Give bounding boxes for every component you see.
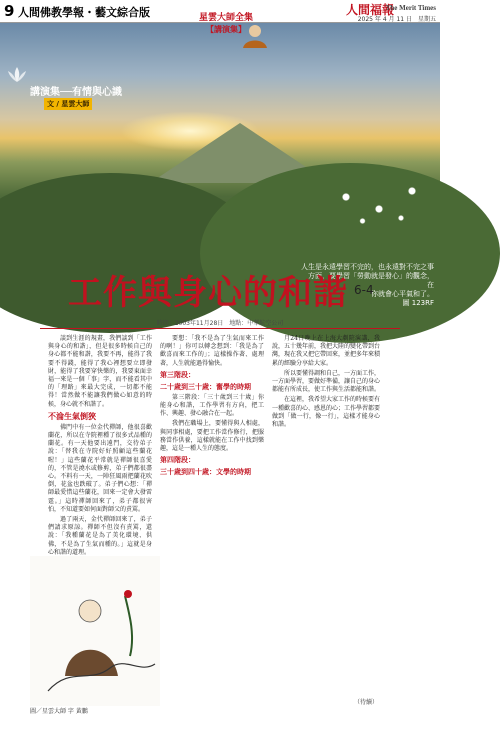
stage-four-heading: 第四階段： [160, 456, 195, 465]
dateline: 2025 年 4 月 11 日 星期五 [357, 16, 436, 23]
flowers-decoration [324, 173, 434, 233]
part-number: 6-4 [354, 283, 374, 297]
author-badge: 文 / 星雲大師 [44, 98, 92, 110]
event-timeline: 時間：2003年11月28日 地點：中華航空公司 [156, 320, 284, 327]
stage-three-subheading: 二十歲到三十歲：奮學的時期 [160, 382, 251, 391]
page-number: 9 [4, 2, 15, 20]
ink-painting-image [30, 556, 160, 706]
article-column-1: 談到生涯的規畫，我們談到「工作與身心的和諧」，但是很多時候自己的身心都不能和諧，我要不再，能得了我要不得錢，能得了我心裡想要立即發財，能得了我要穿快樂的，我要東面幸福一來是一個「事」字，而不能看其中的「理路」來最大完成，一切都不能得！當然做不能讓我們做心如意的時候，身心就不和諧了。 不淪生氣倒狹 佛門中有一位金代禪師，他很喜歡蘭花，所以在寺院裡種了很多式品種的蘭花。有一天他要出遠門，交待弟子說：「替我在寺院好好照顧這些蘭花喔！」這些蘭花平常就是禪師很喜愛的，不管是澆水或修剪，弟子們都很盡心。不料有一天，一陣狂風雨把蘭花吹倒，花盆也跌破了。弟子們心想：「禪師最愛惜這些蘭花，回來一定會大發雷霆。」這時禪師回來了，弟子都很害怕，不知道要如何面對師父的責罵。 過了兩天，金代禪師回來了，弟子們請求原諒。禪師不但沒有責罵，還說：「我種蘭花是為了美化環境、供佛，不是為了生氣而種的。」這就是身心和諧的道理。 [48, 335, 152, 556]
article-column-3: 月24日晚上在上海大劇院演講，我說，五十幾年前，我把大陸的變化帶到台灣，現在我又把它帶回來，並把多年來積累的經驗分享給大家。 所以要懂得調和自己，一方面工作，一方面學習，要做好準備，讓自己的身心都能有所成長，使工作與生活都能和諧。 在這裡，我希望大家工作的時候要有一種歡喜的心、感恩的心；工作學習都要做到「做一行，像一行」，這樣才能身心和諧。 [272, 335, 381, 429]
brand-english: The Merit Times [385, 4, 436, 12]
master-portrait-icon [236, 22, 274, 48]
stage-four-subheading: 三十歲到四十歲：文學的時期 [160, 468, 251, 477]
photo-caption: 人生是永遠學習不完的，也永遠對不完之事 方面，要學習「勞動就是發心」的觀念， 在 你就會心平氣和了。 圖 123RF [301, 263, 434, 307]
section-title: 人間佛教學報・藝文綜合版 [18, 6, 150, 19]
hero-title: 講演集──有情與心識 [30, 87, 123, 98]
painting-caption: 圖／星雲大師 字 黃鵬 [30, 708, 88, 715]
lotus-icon [4, 63, 30, 89]
article-column-2: 要想：「我不是為了生氣而來工作的啊！」你可以轉念想到：「我是為了歡喜而來工作的」；這樣操作著、處理著，人生就能過得愉快。 第三階段： 二十歲到三十歲：奮學的時期 第三階段：「三十歲到三十歲」你能身心和諧，工作學習有方向，把工作、興趣、發心融合在一起。 我們在職場上，要懂得與人相處，與同事相處，要把工作當作修行，把服務當作供養，這樣就能在工作中找到樂趣，這是一種人生的態度。 第四階段： 三十歲到四十歲：文學的時期 [160, 335, 264, 477]
brand-logo: 人間福報 [345, 3, 394, 17]
to-be-continued: （待續） [353, 699, 378, 706]
article-headline: 工作與身心的和諧 [68, 273, 348, 313]
series-tag: 星雲大師全集 【講演集】 [198, 13, 253, 34]
divider [40, 328, 400, 329]
column-subhead: 不淪生氣倒狹 [48, 411, 96, 421]
stage-three-heading: 第三階段： [160, 370, 195, 379]
